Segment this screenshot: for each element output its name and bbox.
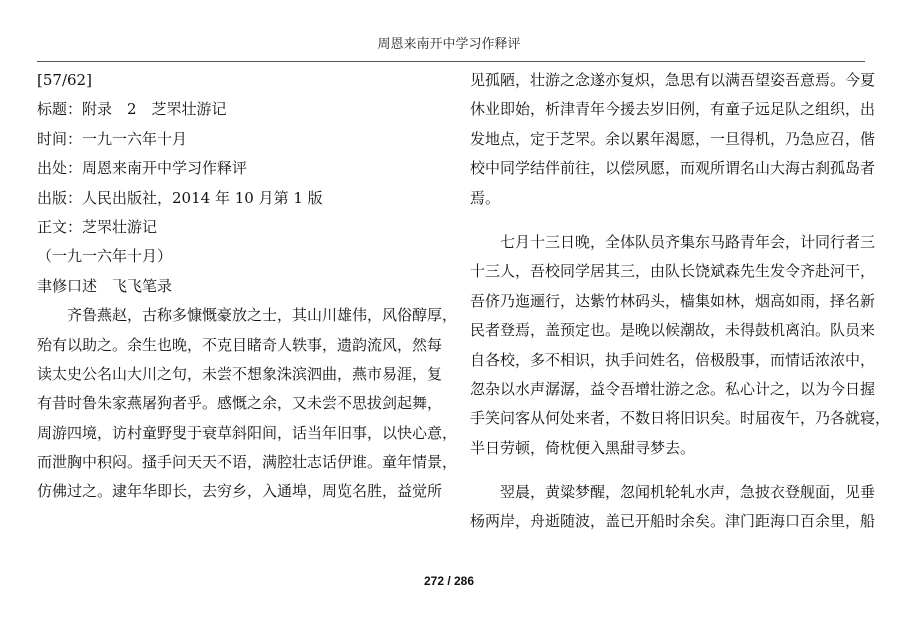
meta-line: 正文：芝罘壮游记 <box>37 217 158 236</box>
paragraph-gap <box>470 213 865 228</box>
meta-line: 聿修口述 飞飞笔录 <box>37 276 173 295</box>
body-line: 休业即始，析津青年今援去岁旧例，有童子远足队之组织，出 <box>470 100 876 119</box>
meta-line: 标题：附录 2 芝罘壮游记 <box>37 100 227 119</box>
body-line: 发地点，定于芝罘。余以累年渴愿，一旦得机，乃急应召，偕 <box>470 129 876 148</box>
body-line: 吾侪乃迤逦行，达紫竹林码头，樯集如林，烟高如雨，择名新 <box>470 291 876 310</box>
body-line: 半日劳顿，倚枕便入黑甜寻梦去。 <box>470 438 696 457</box>
body-line: 殆有以助之。余生也晚，不克目睹奇人轶事，遗韵流风，然每 <box>37 335 443 354</box>
left-column <box>37 66 458 507</box>
body-line: 杨两岸，舟逝随波，盖已开船时余矣。津门距海口百余里，船 <box>470 512 876 531</box>
paragraph <box>470 66 876 213</box>
running-header: 周恩来南开中学习作释评 <box>377 37 521 52</box>
body-line: 翌晨，黄粱梦醒，忽闻机轮轧水声，急披衣登舰面，见垂 <box>470 483 876 502</box>
body-line: 七月十三日晚，全体队员齐集东马路青年会，计同行者三 <box>470 232 876 251</box>
paragraph <box>470 478 876 537</box>
body-line: 民者登焉，盖预定也。是晚以候潮故，未得鼓机离泊。队员来 <box>470 321 876 340</box>
body-line: 读太史公名山大川之句，未尝不想象洙滨泗曲，燕市易涯，复 <box>37 364 443 383</box>
body-line: 手笑问客从何处来者，不数日将旧识矣。时届夜午，乃各就寝， <box>470 409 891 428</box>
paragraph-gap <box>470 463 865 478</box>
body-line: 齐鲁燕赵，古称多慷慨豪放之士，其山川雄伟，风俗醇厚， <box>37 306 458 325</box>
body-line: 焉。 <box>470 188 501 207</box>
body-line: 忽杂以水声潺潺，益令吾增壮游之念。私心计之，以为今日握 <box>470 379 876 398</box>
body-line: 而泄胸中积闷。搔手问天天不语，满腔壮志话伊谁。童年情景， <box>37 453 458 472</box>
body-line: 有昔时鲁朱家燕屠狗者乎。感慨之余，又未尝不思拔剑起舞， <box>37 394 443 413</box>
meta-line: 出版：人民出版社，2014 年 10 月第 1 版 <box>37 188 323 207</box>
header-rule <box>37 61 865 62</box>
right-column <box>470 66 891 537</box>
body-line: 校中同学结伴前往，以偿夙愿，而观所谓名山大海古刹孤岛者 <box>470 159 876 178</box>
meta-line: （一九一六年十月） <box>37 247 173 266</box>
meta-line: [57/62] <box>37 71 92 89</box>
meta-line: 时间：一九一六年十月 <box>37 129 188 148</box>
paragraph <box>470 228 891 463</box>
body-line: 自各校，多不相识，执手问姓名，倍极殷事，而情话浓浓中， <box>470 350 876 369</box>
page-number: 272 / 286 <box>423 574 475 588</box>
body-line: 周游四境，访村童野叟于衰草斜阳间，话当年旧事，以快心意， <box>37 423 458 442</box>
body-line: 见孤陋，壮游之念遂亦复炽，急思有以满吾望姿吾意焉。今夏 <box>470 71 876 89</box>
body-line: 十三人，吾校同学居其三，由队长饶斌森先生发令齐赴河干， <box>470 262 876 281</box>
meta-line: 出处：周恩来南开中学习作释评 <box>37 159 248 178</box>
body-line: 仿佛过之。逮年华即长，去穷乡，入通埠，周览名胜，益觉所 <box>37 482 443 501</box>
